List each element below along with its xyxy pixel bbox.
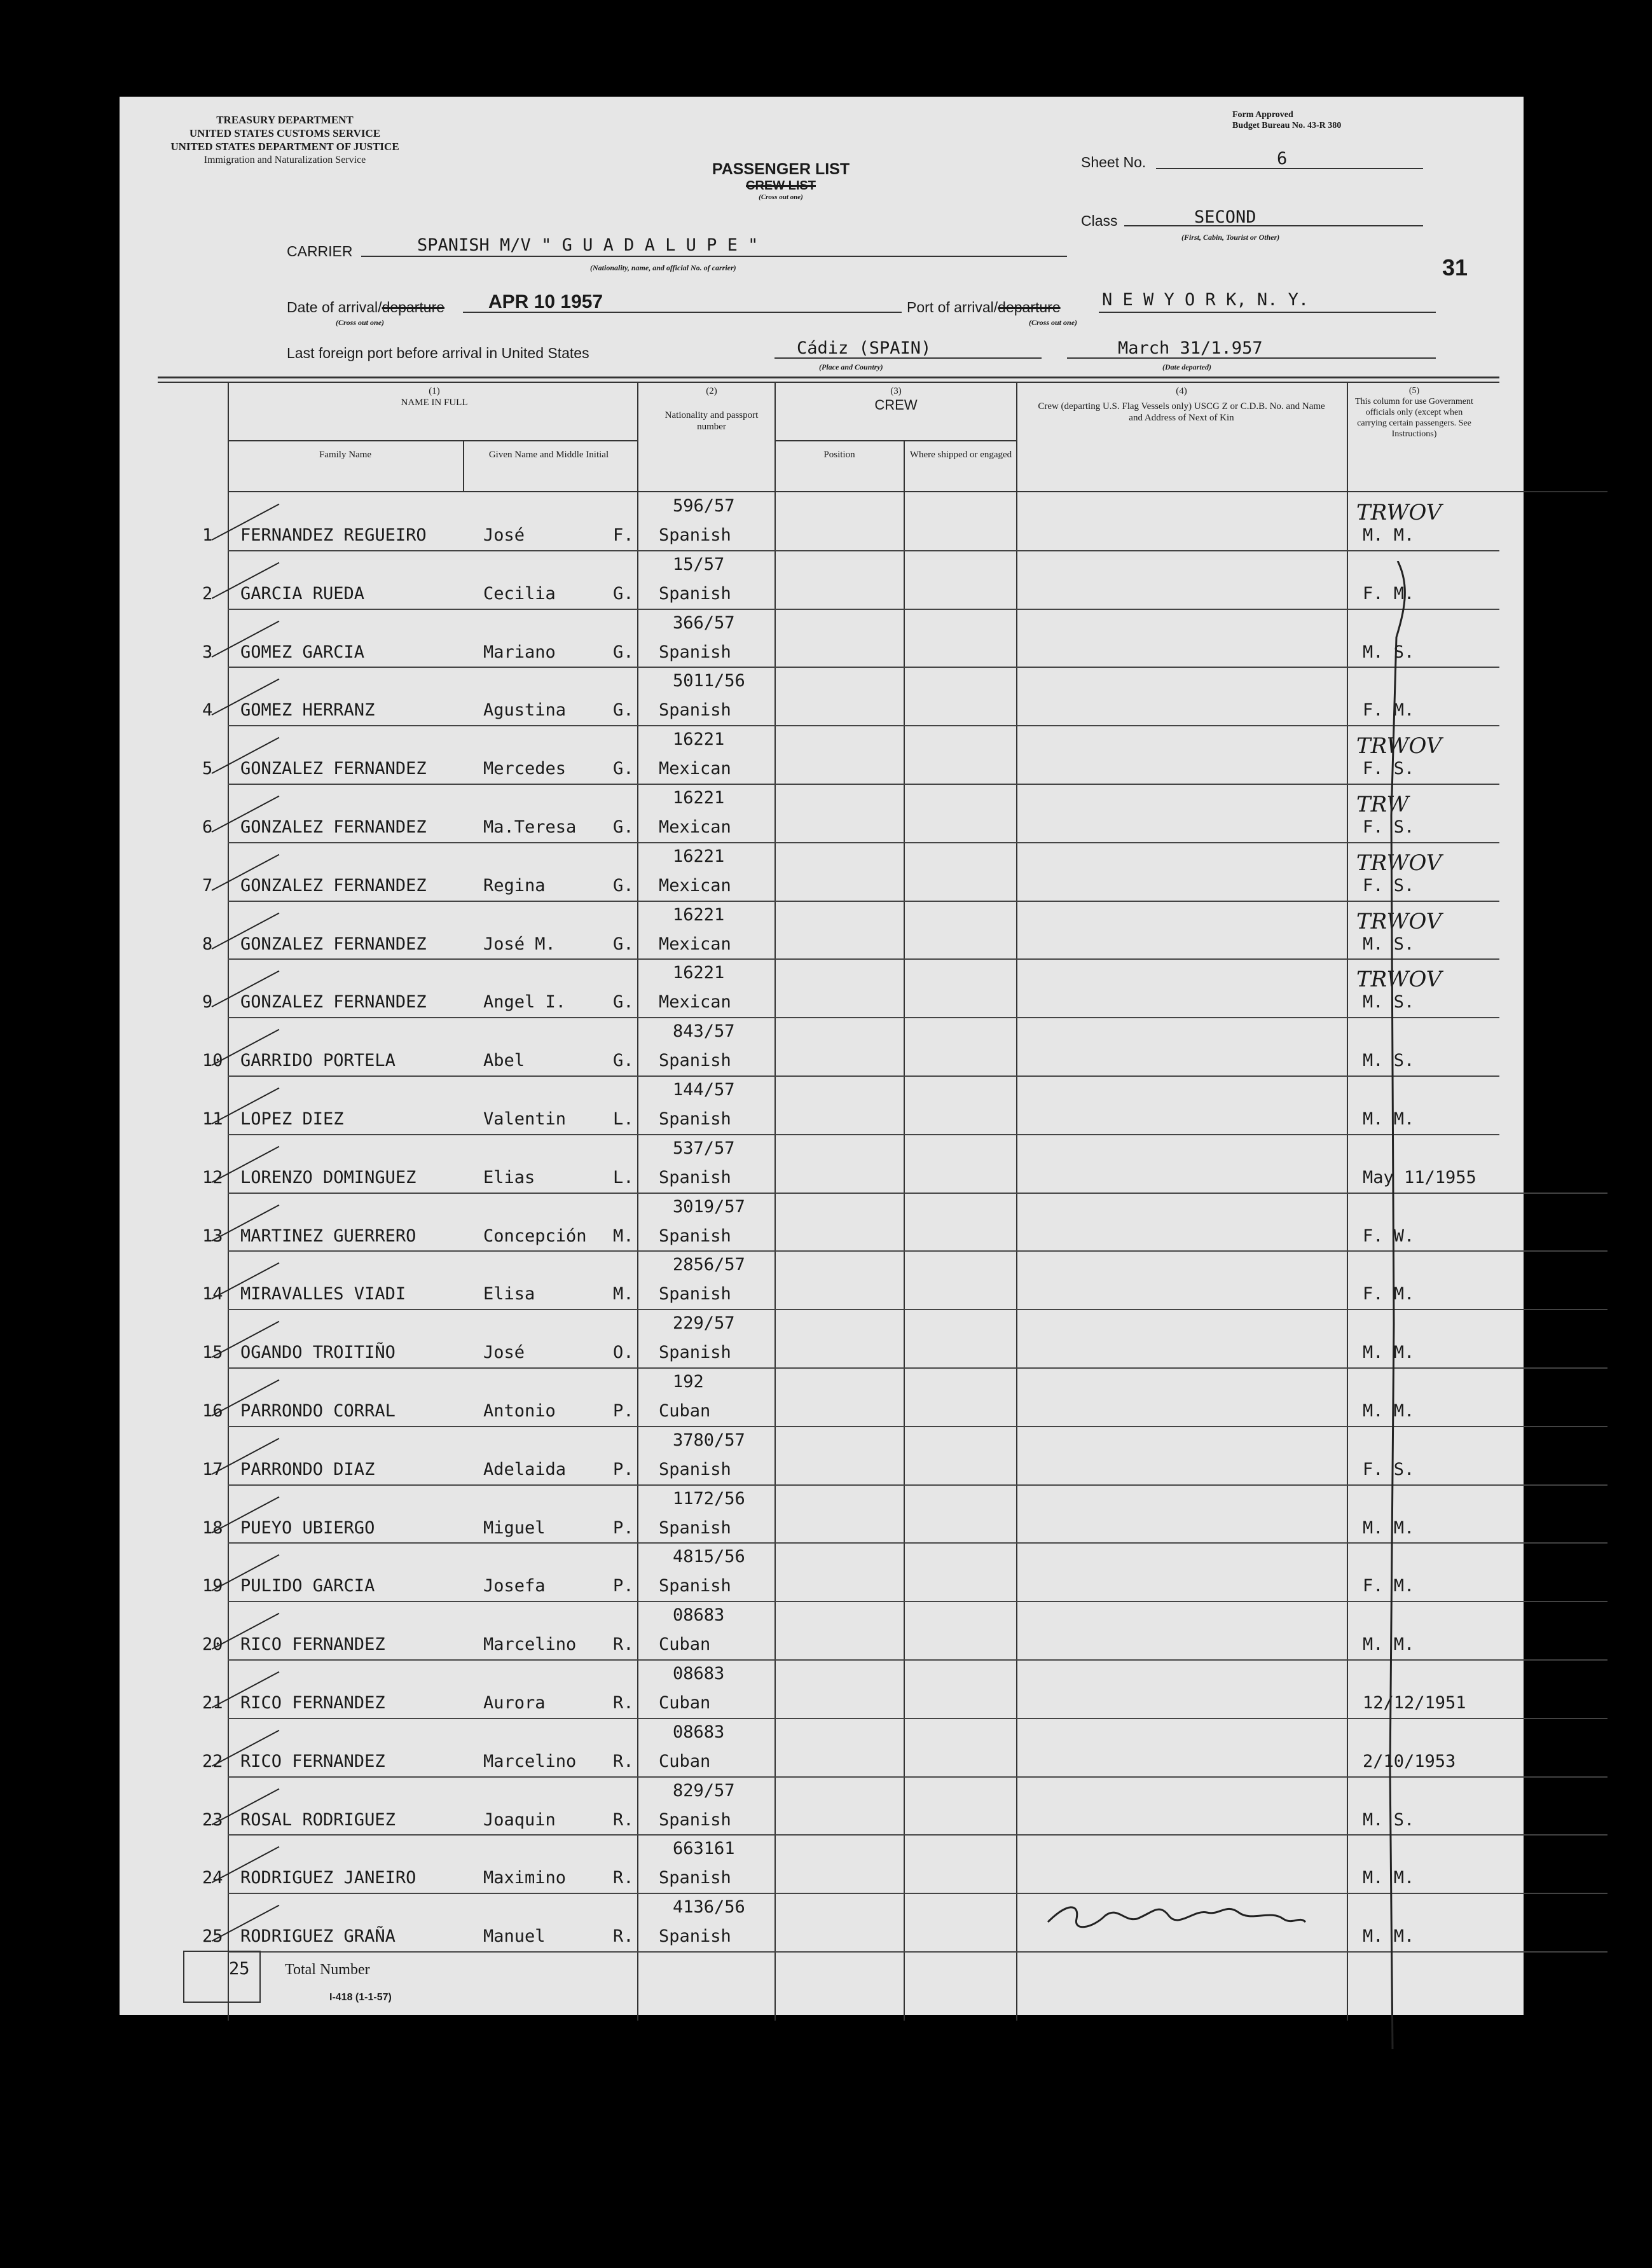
middle-initial: P. [613,1401,634,1421]
passport-number: 4136/56 [673,1897,745,1918]
given-name: José [483,1343,525,1363]
official-note: M. M. [1363,1343,1415,1363]
family-name: PULIDO GARCIA [240,1576,375,1596]
official-note: M. S. [1363,642,1415,662]
form-number: I-418 (1-1-57) [329,1992,392,2003]
passport-number: 5011/56 [673,671,745,691]
official-note: F. M. [1363,700,1415,721]
table-row [120,1485,1524,1544]
passport-number: 366/57 [673,612,735,633]
carrier-label: CARRIER [287,243,353,259]
row-number: 7 [202,875,213,895]
official-note: F. M. [1363,1284,1415,1304]
nationality: Spanish [659,1109,731,1129]
arrival-date-note: (Cross out one) [336,318,385,327]
row-number: 24 [202,1868,223,1888]
nationality: Mexican [659,875,731,895]
family-name: GONZALEZ FERNANDEZ [240,817,427,837]
row-number: 8 [202,934,213,954]
given-name: Abel [483,1051,525,1071]
middle-initial: G. [613,583,634,604]
row-number: 20 [202,1635,223,1655]
col2-header [651,385,772,432]
official-note: F. M. [1363,1576,1415,1596]
table-row [120,1777,1524,1836]
middle-initial: G. [613,1051,634,1071]
given-name: Marcelino [483,1751,577,1771]
passport-number: 537/57 [673,1138,735,1158]
row-number: 15 [202,1343,223,1363]
official-note: M. M. [1363,1518,1415,1538]
row-number: 22 [202,1751,223,1771]
col4-title: Crew (departing U.S. Flag Vessels only) USCG Z or C.D.B. No. and Name and Address of Next of Kin [1038,401,1325,423]
official-note: F. S. [1363,875,1415,895]
official-note: F. M. [1363,583,1415,604]
family-name: GONZALEZ FERNANDEZ [240,759,427,779]
nationality: Spanish [659,1576,731,1596]
passport-number: 843/57 [673,1021,735,1042]
middle-initial: R. [613,1868,634,1888]
family-name: RODRIGUEZ GRAÑA [240,1926,396,1947]
family-header: Family Name [319,450,372,460]
official-note: M. M. [1363,1401,1415,1421]
middle-initial: L. [613,1109,634,1129]
handwritten-annotation: TRWOV [1356,850,1442,876]
page-number: 31 [1442,254,1468,280]
given-name: Josefa [483,1576,546,1596]
agency-line-2: UNITED STATES CUSTOMS SERVICE [189,127,381,139]
row-number: 25 [202,1926,223,1947]
family-name: FERNANDEZ REGUEIRO [240,525,427,545]
nationality: Mexican [659,992,731,1013]
passport-number: 144/57 [673,1080,735,1100]
class-note: (First, Cabin, Tourist or Other) [1181,233,1280,242]
handwritten-signature [1042,1884,1309,1941]
col1-title: NAME IN FULL [401,398,468,408]
table-row [120,1251,1524,1310]
arrival-port-struck: departure [998,299,1061,315]
family-name: LORENZO DOMINGUEZ [240,1167,416,1187]
official-note: F. S. [1363,759,1415,779]
nationality: Spanish [659,1343,731,1363]
official-note: F. S. [1363,817,1415,837]
passport-number: 4815/56 [673,1547,745,1567]
col1-header [234,385,635,408]
arrival-port-label-text: Port of arrival/ [907,299,998,315]
nationality: Spanish [659,1167,731,1187]
passport-number: 663161 [673,1839,735,1859]
carrier-value: SPANISH M/V " G U A D A L U P E " [417,235,759,255]
official-note: May 11/1955 [1363,1167,1476,1187]
given-name: Manuel [483,1926,546,1947]
row-number: 14 [202,1284,223,1304]
family-name: RICO FERNANDEZ [240,1693,385,1713]
given-name: Valentin [483,1109,567,1129]
row-number: 2 [202,583,213,604]
row-number: 6 [202,817,213,837]
given-name: Marcelino [483,1635,577,1655]
passport-number: 08683 [673,1664,725,1684]
row-number: 4 [202,700,213,721]
table-row [120,1368,1524,1427]
nationality: Mexican [659,817,731,837]
table-row [120,667,1524,726]
nationality: Cuban [659,1751,711,1771]
handwritten-annotation: TRWOV [1356,733,1442,759]
official-note: M. S. [1363,1809,1415,1830]
official-note: M. M. [1363,1635,1415,1655]
position-header: Position [823,450,855,460]
table-row [120,1193,1524,1252]
official-note: F. S. [1363,1459,1415,1479]
passport-number: 16221 [673,788,725,808]
middle-initial: G. [613,934,634,954]
middle-initial: R. [613,1693,634,1713]
family-name: GONZALEZ FERNANDEZ [240,934,427,954]
nationality: Spanish [659,642,731,662]
family-name: MARTINEZ GUERRERO [240,1226,416,1246]
given-name: Maximino [483,1868,567,1888]
col4-number: (4) [1176,386,1187,396]
passport-number: 229/57 [673,1313,735,1334]
given-name: Antonio [483,1401,556,1421]
table-row [120,784,1524,843]
nationality: Spanish [659,1284,731,1304]
row-number: 13 [202,1226,223,1246]
passport-number: 16221 [673,904,725,925]
row-number: 11 [202,1109,223,1129]
nationality: Spanish [659,1226,731,1246]
family-name: RODRIGUEZ JANEIRO [240,1868,416,1888]
title-note: (Cross out one) [759,193,803,201]
class-label: Class [1081,212,1118,229]
handwritten-annotation: TRWOV [1356,967,1442,993]
col3-number: (3) [890,386,902,396]
row-number: 10 [202,1051,223,1071]
family-name: PARRONDO DIAZ [240,1459,375,1479]
middle-initial: R. [613,1809,634,1830]
official-note: M. M. [1363,525,1415,545]
handwritten-annotation: TRWOV [1356,500,1442,525]
given-name: José M. [483,934,556,954]
table-row [120,1835,1524,1893]
given-name: Elisa [483,1284,535,1304]
given-name: Aurora [483,1693,546,1713]
middle-initial: F. [613,525,634,545]
official-note: M. M. [1363,1868,1415,1888]
family-name: GONZALEZ FERNANDEZ [240,992,427,1013]
passport-number: 1172/56 [673,1488,745,1509]
table-row [120,843,1524,901]
middle-initial: G. [613,817,634,837]
sheet-value: 6 [1277,149,1288,169]
handwritten-bracket-line [1385,561,1423,2062]
table-row [120,1660,1524,1718]
row-number: 19 [202,1576,223,1596]
document-sheet [120,97,1524,2015]
official-note: M. S. [1363,934,1415,954]
table-row [120,1893,1524,1952]
passport-number: 2856/57 [673,1255,745,1275]
given-name: Miguel [483,1518,546,1538]
passport-number: 15/57 [673,554,725,574]
nationality: Mexican [659,934,731,954]
middle-initial: G. [613,992,634,1013]
col5-number: (5) [1408,386,1420,396]
title-struck: CREW LIST [746,179,816,193]
departure-date-note: (Date departed) [1162,363,1211,371]
family-name: RICO FERNANDEZ [240,1635,385,1655]
total-value: 25 [229,1959,250,1979]
document-title [679,160,883,201]
official-note: F. W. [1363,1226,1415,1246]
table-row [120,1135,1524,1193]
family-name: RICO FERNANDEZ [240,1751,385,1771]
nationality: Spanish [659,1926,731,1947]
passport-number: 16221 [673,846,725,866]
family-name: GARRIDO PORTELA [240,1051,396,1071]
middle-initial: O. [613,1343,634,1363]
official-note: M. M. [1363,1926,1415,1947]
nationality: Cuban [659,1635,711,1655]
middle-initial: G. [613,875,634,895]
passport-number: 596/57 [673,496,735,516]
middle-initial: P. [613,1459,634,1479]
passport-number: 3019/57 [673,1196,745,1217]
foreign-port-value: Cádiz (SPAIN) [797,338,932,358]
arrival-date-label-text: Date of arrival/ [287,299,382,315]
middle-initial: R. [613,1751,634,1771]
col5-title: This column for use Government officials only (except when carrying certain passengers. See Instructions) [1355,397,1473,439]
table-row [120,1427,1524,1485]
official-note: M. S. [1363,992,1415,1013]
passport-number: 16221 [673,729,725,750]
row-number: 9 [202,992,213,1013]
nationality: Spanish [659,1868,731,1888]
given-name: Elias [483,1167,535,1187]
given-name: Agustina [483,700,567,721]
given-name: Cecilia [483,583,556,604]
given-name: Joaquin [483,1809,556,1830]
form-approved-line-2: Budget Bureau No. 43-R 380 [1232,121,1342,130]
table-row [120,1543,1524,1601]
col3-title: CREW [874,397,918,413]
given-name: José [483,525,525,545]
middle-initial: M. [613,1284,634,1304]
middle-initial: R. [613,1635,634,1655]
family-name: GOMEZ GARCIA [240,642,365,662]
handwritten-annotation: TRW [1356,792,1409,817]
arrival-port-value: N E W Y O R K, N. Y. [1102,290,1309,310]
table-row [120,609,1524,668]
given-name: Concepción [483,1226,587,1246]
col2-title: Nationality and passport number [664,410,759,432]
row-number: 12 [202,1167,223,1187]
nationality: Spanish [659,583,731,604]
given-name: Mariano [483,642,556,662]
total-label: Total Number [285,1961,370,1978]
table-row [120,1310,1524,1368]
given-name: Regina [483,875,546,895]
table-row [120,551,1524,609]
middle-initial: M. [613,1226,634,1246]
family-name: GOMEZ HERRANZ [240,700,375,721]
given-name: Adelaida [483,1459,567,1479]
nationality: Mexican [659,759,731,779]
middle-initial: R. [613,1926,634,1947]
row-number: 16 [202,1401,223,1421]
passport-number: 192 [673,1372,704,1392]
family-name: ROSAL RODRIGUEZ [240,1809,396,1830]
row-number: 5 [202,759,213,779]
arrival-date-struck: departure [382,299,445,315]
table-row [120,901,1524,960]
family-name: MIRAVALLES VIADI [240,1284,406,1304]
row-number: 23 [202,1809,223,1830]
nationality: Cuban [659,1401,711,1421]
middle-initial: G. [613,642,634,662]
middle-initial: P. [613,1576,634,1596]
handwritten-annotation: TRWOV [1356,908,1442,934]
official-note: 12/12/1951 [1363,1693,1466,1713]
table-row [120,1076,1524,1135]
table-row [120,959,1524,1018]
row-number: 3 [202,642,213,662]
table-row [120,1718,1524,1777]
col2-number: (2) [706,386,717,396]
family-name: LOPEZ DIEZ [240,1109,344,1129]
row-number: 17 [202,1459,223,1479]
nationality: Spanish [659,1518,731,1538]
middle-initial: P. [613,1518,634,1538]
passport-number: 08683 [673,1722,725,1742]
family-name: OGANDO TROITIÑO [240,1343,396,1363]
nationality: Spanish [659,1459,731,1479]
official-note: 2/10/1953 [1363,1751,1456,1771]
carrier-note: (Nationality, name, and official No. of carrier) [590,263,736,272]
col5-header [1351,385,1478,439]
row-number: 1 [202,525,213,545]
family-name: PARRONDO CORRAL [240,1401,396,1421]
class-value: SECOND [1194,207,1256,227]
agency-line-4: Immigration and Naturalization Service [203,155,366,165]
given-name: Angel I. [483,992,567,1013]
official-note: M. M. [1363,1109,1415,1129]
foreign-port-label: Last foreign port before arrival in United States [287,345,589,361]
shipped-header: Where shipped or engaged [909,450,1012,460]
nationality: Spanish [659,1809,731,1830]
family-name: GONZALEZ FERNANDEZ [240,875,427,895]
middle-initial: L. [613,1167,634,1187]
form-approved [1232,109,1341,131]
arrival-date-value: APR 10 1957 [488,291,603,312]
agency-line-3: UNITED STATES DEPARTMENT OF JUSTICE [170,141,399,153]
foreign-port-note: (Place and Country) [819,363,883,371]
sheet-label: Sheet No. [1081,154,1146,170]
middle-initial: G. [613,700,634,721]
col3-header [777,385,1015,411]
form-approved-line-1: Form Approved [1232,110,1293,120]
table-row [120,492,1524,551]
agency-header [145,113,425,167]
table-row [120,1018,1524,1076]
arrival-date-label [287,299,444,316]
arrival-port-note: (Cross out one) [1029,318,1078,327]
family-name: GARCIA RUEDA [240,583,365,604]
given-name: Mercedes [483,759,567,779]
title-main: PASSENGER LIST [712,160,850,178]
row-number: 21 [202,1693,223,1713]
departure-date-value: March 31/1.957 [1118,338,1263,358]
nationality: Cuban [659,1693,711,1713]
col4-header [1035,385,1328,424]
passport-number: 829/57 [673,1780,735,1801]
row-number: 18 [202,1518,223,1538]
nationality: Spanish [659,1051,731,1071]
agency-line-1: TREASURY DEPARTMENT [216,114,354,126]
col1-number: (1) [429,386,440,396]
passport-number: 08683 [673,1605,725,1626]
nationality: Spanish [659,700,731,721]
official-note: M. S. [1363,1051,1415,1071]
table-row [120,1601,1524,1660]
arrival-port-label [907,299,1061,316]
middle-initial: G. [613,759,634,779]
table-row [120,726,1524,784]
family-name: PUEYO UBIERGO [240,1518,375,1538]
given-header: Given Name and Middle Initial [488,450,609,460]
given-name: Ma.Teresa [483,817,577,837]
nationality: Spanish [659,525,731,545]
passport-number: 16221 [673,963,725,983]
passport-number: 3780/57 [673,1430,745,1450]
